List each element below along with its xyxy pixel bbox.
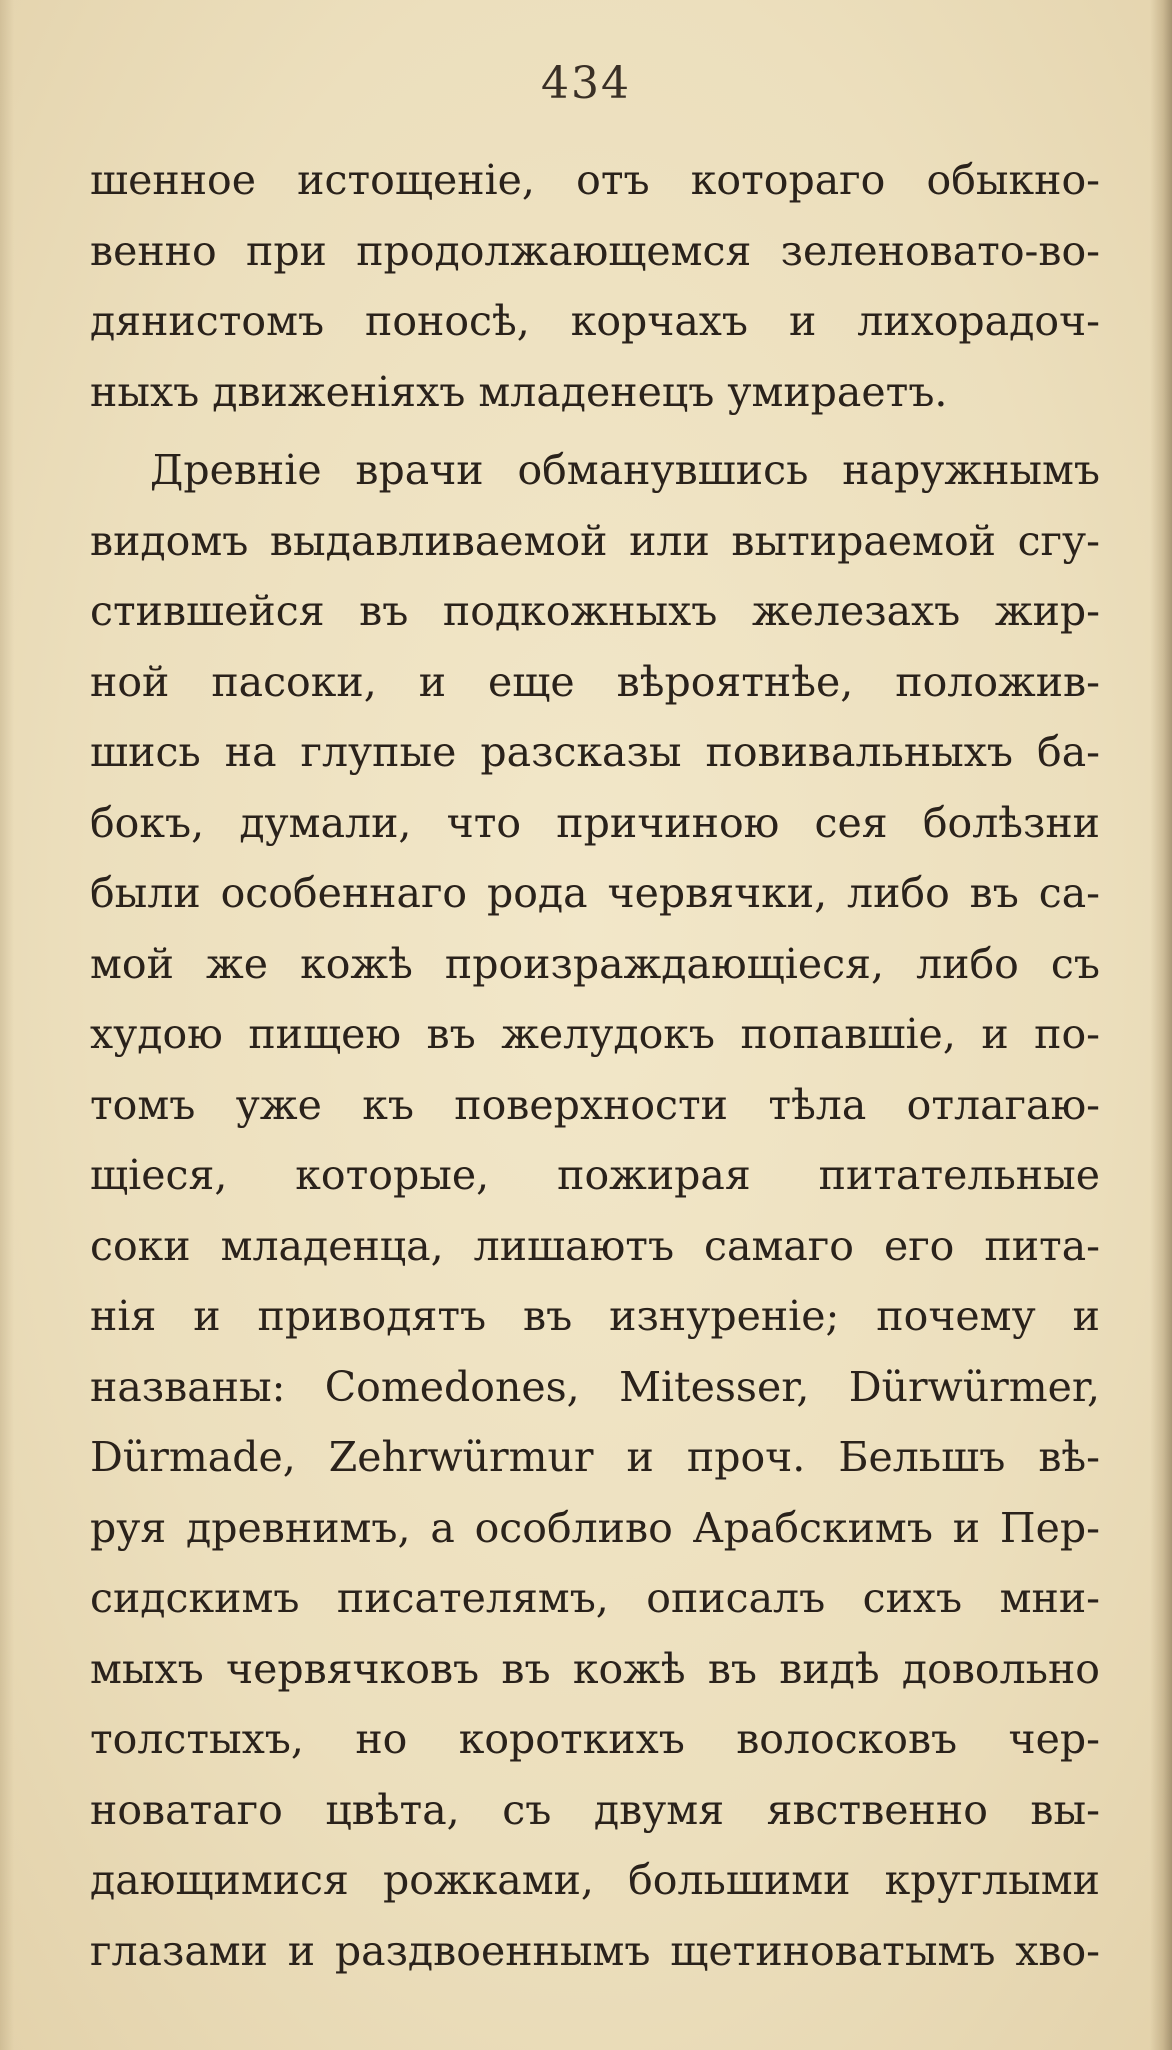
text-line: ной пасоки, и еще вѣроятнѣе, положив- (90, 657, 1100, 706)
text-line: дянистомъ поносѣ, корчахъ и лихорадоч- (90, 297, 1100, 345)
text-line: щіеся, которые, пожирая питательные (90, 1151, 1100, 1199)
text-line: шенное истощеніе, отъ котораго обыкно- (90, 156, 1100, 204)
text-line: томъ уже къ поверхности тѣла отлагаю- (90, 1080, 1100, 1129)
text-line: стившейся въ подкожныхъ железахъ жир- (90, 587, 1100, 635)
text-line: названы: Comedones, Mitesser, Dürwürmer, (90, 1362, 1100, 1411)
text-line: ныхъ движеніяхъ младенецъ умираетъ. (90, 367, 948, 416)
page-left-shadow (0, 0, 14, 2050)
text-line: видомъ выдавливаемой или вытираемой сгу- (90, 516, 1100, 565)
text-line: были особеннаго рода червячки, либо въ са- (90, 869, 1100, 917)
text-line: Древніе врачи обманувшись наружнымъ (150, 446, 1100, 494)
paragraph (90, 145, 1100, 427)
text-line: дающимися рожками, большими круглыми (90, 1856, 1100, 1904)
text-line: шись на глупые разсказы повивальныхъ ба- (90, 728, 1100, 776)
paragraph (90, 435, 1100, 1986)
text-line: новатаго цвѣта, съ двумя явственно вы- (90, 1785, 1100, 1834)
text-line: бокъ, думали, что причиною сея болѣзни (90, 798, 1100, 847)
page-number: 434 (541, 58, 631, 109)
text-line: соки младенца, лишаютъ самаго его пита- (90, 1221, 1100, 1270)
text-line: худою пищею въ желудокъ попавшіе, и по- (90, 1010, 1100, 1058)
text-line: глазами и раздвоеннымъ щетиноватымъ хво- (90, 1926, 1100, 1975)
text-line: мой же кожѣ произраждающіеся, либо съ (90, 939, 1100, 988)
text-line: нія и приводятъ въ изнуреніе; почему и (90, 1292, 1100, 1340)
text-line: венно при продолжающемся зеленовато-во- (90, 226, 1100, 275)
text-line: толстыхъ, но короткихъ волосковъ чер- (90, 1715, 1100, 1763)
text-line: руя древнимъ, а особливо Арабскимъ и Пер- (90, 1503, 1100, 1552)
page-right-shadow (1150, 0, 1172, 2050)
text-line: мыхъ червячковъ въ кожѣ въ видѣ довольно (90, 1644, 1100, 1693)
text-line: Dürmade, Zehrwürmur и проч. Бельшъ вѣ- (90, 1433, 1100, 1481)
text-line: сидскимъ писателямъ, описалъ сихъ мни- (90, 1574, 1100, 1622)
body-text (90, 145, 1100, 1986)
